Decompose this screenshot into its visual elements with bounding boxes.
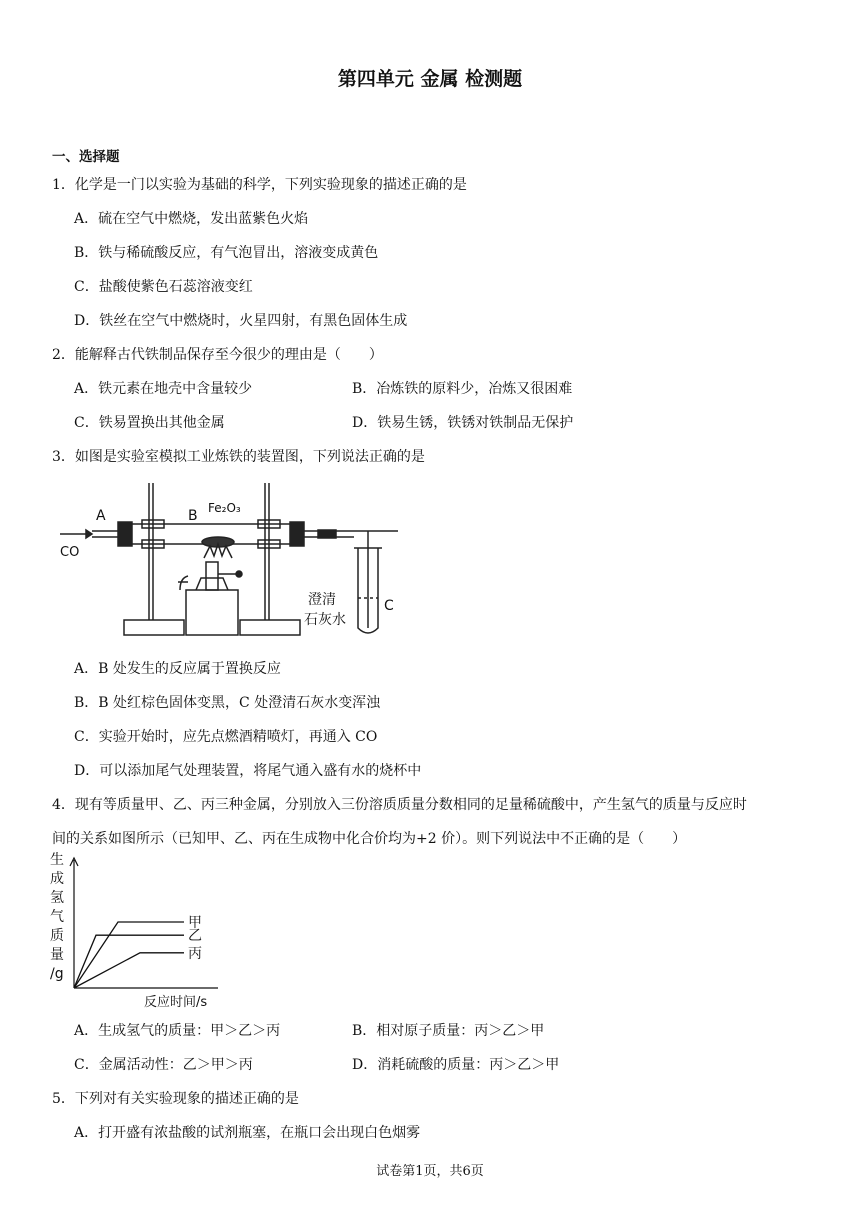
right-stopper bbox=[290, 522, 304, 546]
y-axis-label-char: 气 bbox=[50, 909, 64, 925]
section-heading: 一、选择题 bbox=[52, 149, 120, 165]
y-axis-label bbox=[50, 852, 64, 982]
label-c: C bbox=[384, 598, 394, 614]
co-arrowhead bbox=[86, 530, 92, 538]
question-4-option-d: D．消耗硫酸的质量：丙＞乙＞甲 bbox=[352, 1057, 560, 1073]
series-line-2 bbox=[74, 935, 184, 988]
question-1-option-c: C．盐酸使紫色石蕊溶液变红 bbox=[74, 279, 253, 295]
page-title: 第四单元 金属 检测题 bbox=[337, 68, 523, 90]
question-3-option-c: C．实验开始时，应先点燃酒精喷灯，再通入 CO bbox=[74, 729, 378, 745]
lamp-box bbox=[186, 590, 238, 635]
question-2-option-d: D．铁易生锈，铁锈对铁制品无保护 bbox=[352, 415, 574, 431]
series-line-1 bbox=[74, 922, 184, 988]
burner-stem bbox=[206, 562, 218, 590]
y-axis-label-char: 氢 bbox=[50, 890, 64, 906]
y-axis-label-char: 质 bbox=[50, 928, 64, 944]
rubber-connector bbox=[318, 530, 336, 538]
label-a: A bbox=[96, 508, 106, 524]
series-label-1: 甲 bbox=[188, 915, 202, 931]
question-2-stem: 2．能解释古代铁制品保存至今很少的理由是（ ） bbox=[52, 347, 383, 363]
y-axis-label-char: 成 bbox=[50, 871, 64, 887]
label-limewater-1: 澄清 bbox=[308, 592, 336, 608]
question-1-option-d: D．铁丝在空气中燃烧时，火星四射，有黑色固体生成 bbox=[74, 313, 408, 329]
series-label-2: 乙 bbox=[188, 928, 202, 945]
question-1-option-b: B．铁与稀硫酸反应，有气泡冒出，溶液变成黄色 bbox=[74, 245, 379, 261]
question-3-option-b: B．B 处红棕色固体变黑，C 处澄清石灰水变浑浊 bbox=[74, 695, 381, 711]
series-group bbox=[74, 915, 202, 988]
question-5-option-a: A．打开盛有浓盐酸的试剂瓶塞，在瓶口会出现白色烟雾 bbox=[74, 1125, 421, 1141]
question-4-option-b: B．相对原子质量：丙＞乙＞甲 bbox=[352, 1023, 545, 1039]
label-fe2o3: Fe₂O₃ bbox=[208, 501, 241, 515]
valve-knob bbox=[236, 571, 242, 577]
question-4-stem-line-2: 间的关系如图所示（已知甲、乙、丙在生成物中化合价均为+2 价）。则下列说法中不正确的是（ ） bbox=[52, 831, 687, 847]
question-3-option-d: D．可以添加尾气处理装置，将尾气通入盛有水的烧杯中 bbox=[74, 763, 422, 779]
y-axis-label-char: /g bbox=[50, 966, 64, 982]
label-b: B bbox=[188, 508, 198, 524]
question-1-stem: 1．化学是一门以实验为基础的科学，下列实验现象的描述正确的是 bbox=[52, 177, 467, 193]
y-axis-label-char: 生 bbox=[50, 852, 64, 868]
question-4-option-a: A．生成氢气的质量：甲＞乙＞丙 bbox=[74, 1023, 281, 1039]
x-axis-label: 反应时间/s bbox=[144, 995, 208, 1010]
hydrogen-mass-chart bbox=[48, 852, 228, 1012]
question-4-option-c: C．金属活动性：乙＞甲＞丙 bbox=[74, 1057, 253, 1073]
lamp-top bbox=[196, 578, 228, 590]
right-stand-base bbox=[240, 620, 300, 635]
left-stopper bbox=[118, 522, 132, 546]
question-3-stem: 3．如图是实验室模拟工业炼铁的装置图，下列说法正确的是 bbox=[52, 449, 425, 465]
y-axis-label-char: 量 bbox=[50, 947, 64, 963]
series-label-3: 丙 bbox=[188, 945, 202, 962]
question-2-option-c: C．铁易置换出其他金属 bbox=[74, 415, 225, 431]
burner-handle bbox=[178, 576, 188, 590]
iron-smelting-apparatus-figure bbox=[56, 478, 408, 640]
question-5-stem: 5．下列对有关实验现象的描述正确的是 bbox=[52, 1091, 299, 1107]
label-co: CO bbox=[60, 545, 80, 560]
page-footer: 试卷第1页，共6页 bbox=[376, 1164, 484, 1179]
question-3-option-a: A．B 处发生的反应属于置换反应 bbox=[74, 661, 281, 677]
question-1-option-a: A．硫在空气中燃烧，发出蓝紫色火焰 bbox=[74, 211, 309, 227]
question-2-option-a: A．铁元素在地壳中含量较少 bbox=[74, 381, 253, 397]
question-4-stem-line-1: 4．现有等质量甲、乙、丙三种金属，分别放入三份溶质质量分数相同的足量稀硫酸中，产生氢气的质量与反应时 bbox=[52, 797, 747, 813]
series-line-3 bbox=[74, 953, 184, 988]
left-stand-base bbox=[124, 620, 184, 635]
question-2-option-b: B．冶炼铁的原料少，冶炼又很困难 bbox=[352, 381, 573, 397]
label-limewater-2: 石灰水 bbox=[304, 612, 346, 628]
